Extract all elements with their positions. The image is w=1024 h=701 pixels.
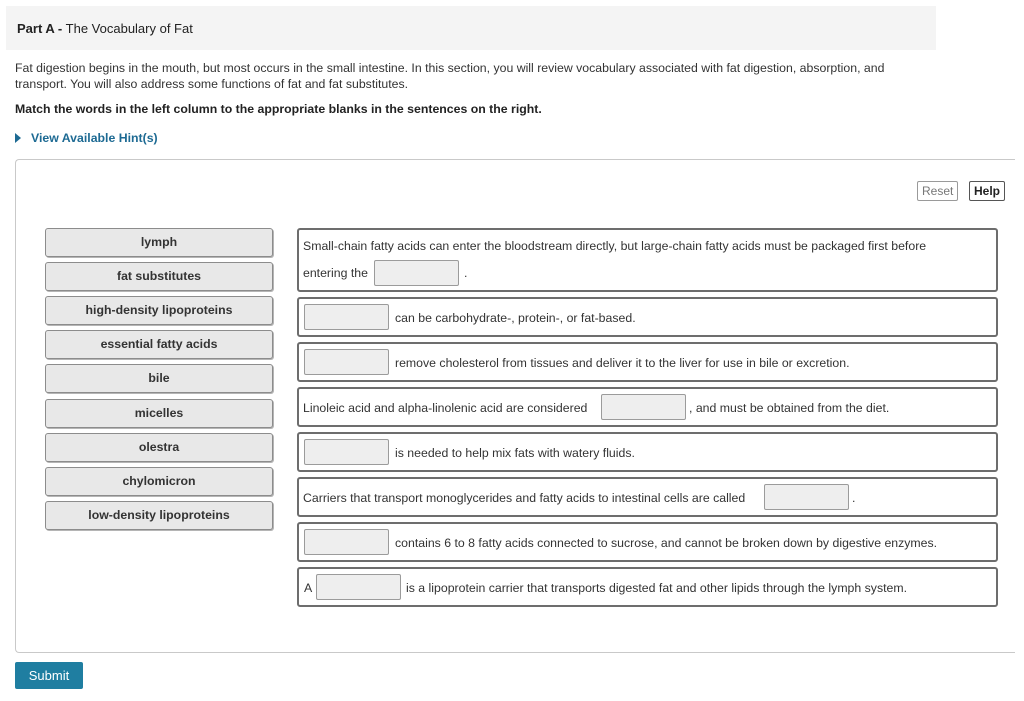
sentence-box xyxy=(297,228,998,292)
submit-button[interactable]: Submit xyxy=(15,662,83,689)
help-button[interactable]: Help xyxy=(969,181,1005,201)
view-hints-link[interactable] xyxy=(15,131,158,145)
caret-right-icon xyxy=(15,133,21,143)
sentence-box xyxy=(297,387,998,427)
word-tile[interactable]: fat substitutes xyxy=(45,262,273,291)
sentence-text: entering the xyxy=(303,266,368,280)
sentence-text: is a lipoprotein carrier that transports digested fat and other lipids through the lymph system. xyxy=(406,581,908,595)
drop-blank[interactable] xyxy=(601,394,686,420)
sentence-text: remove cholesterol from tissues and deliver it to the liver for use in bile or excretion. xyxy=(395,356,850,370)
reset-button[interactable]: Reset xyxy=(917,181,958,201)
sentence-text: . xyxy=(464,266,468,280)
word-tile[interactable]: low-density lipoproteins xyxy=(45,501,273,530)
drop-blank[interactable] xyxy=(316,574,401,600)
drop-blank[interactable] xyxy=(764,484,849,510)
instruction-text: Match the words in the left column to the appropriate blanks in the sentences on the right. xyxy=(15,102,542,116)
sentence-text: A xyxy=(304,581,313,595)
sentence-text: is needed to help mix fats with watery fluids. xyxy=(395,446,635,460)
sentence-box xyxy=(297,522,998,562)
sentence-text: Linoleic acid and alpha-linolenic acid are considered xyxy=(303,401,588,415)
drop-blank[interactable] xyxy=(304,304,389,330)
drop-blank[interactable] xyxy=(304,439,389,465)
sentence-text: , and must be obtained from the diet. xyxy=(689,401,890,415)
sentence-box xyxy=(297,432,998,472)
sentence-text: Small-chain fatty acids can enter the bloodstream directly, but large-chain fatty acids must be packaged first before xyxy=(303,239,927,253)
part-label: Part A - xyxy=(17,21,63,36)
word-tile[interactable]: bile xyxy=(45,364,273,393)
sentence-text: Carriers that transport monoglycerides and fatty acids to intestinal cells are called xyxy=(303,491,746,505)
sentence-text: can be carbohydrate-, protein-, or fat-based. xyxy=(395,311,636,325)
sentence-box xyxy=(297,567,998,607)
sentence-text: contains 6 to 8 fatty acids connected to sucrose, and cannot be broken down by digestive enzymes. xyxy=(395,536,938,550)
sentence-box xyxy=(297,477,998,517)
part-title: The Vocabulary of Fat xyxy=(65,21,193,36)
word-tile[interactable]: lymph xyxy=(45,228,273,257)
intro-text: Fat digestion begins in the mouth, but most occurs in the small intestine. In this section, you will review vocabulary associated with fat digestion, absorption, and transport. You will also address some functions of fat and fat substitutes. xyxy=(15,61,885,91)
word-tile[interactable]: essential fatty acids xyxy=(45,330,273,359)
word-tile[interactable]: olestra xyxy=(45,433,273,462)
word-tile[interactable]: high-density lipoproteins xyxy=(45,296,273,325)
sentence-text: . xyxy=(852,491,856,505)
drop-blank[interactable] xyxy=(304,349,389,375)
sentence-box xyxy=(297,297,998,337)
drop-blank[interactable] xyxy=(304,529,389,555)
drop-blank[interactable] xyxy=(374,260,459,286)
word-tile[interactable]: micelles xyxy=(45,399,273,428)
word-tile[interactable]: chylomicron xyxy=(45,467,273,496)
part-header xyxy=(6,6,936,50)
hint-label: View Available Hint(s) xyxy=(31,131,158,145)
sentence-box xyxy=(297,342,998,382)
